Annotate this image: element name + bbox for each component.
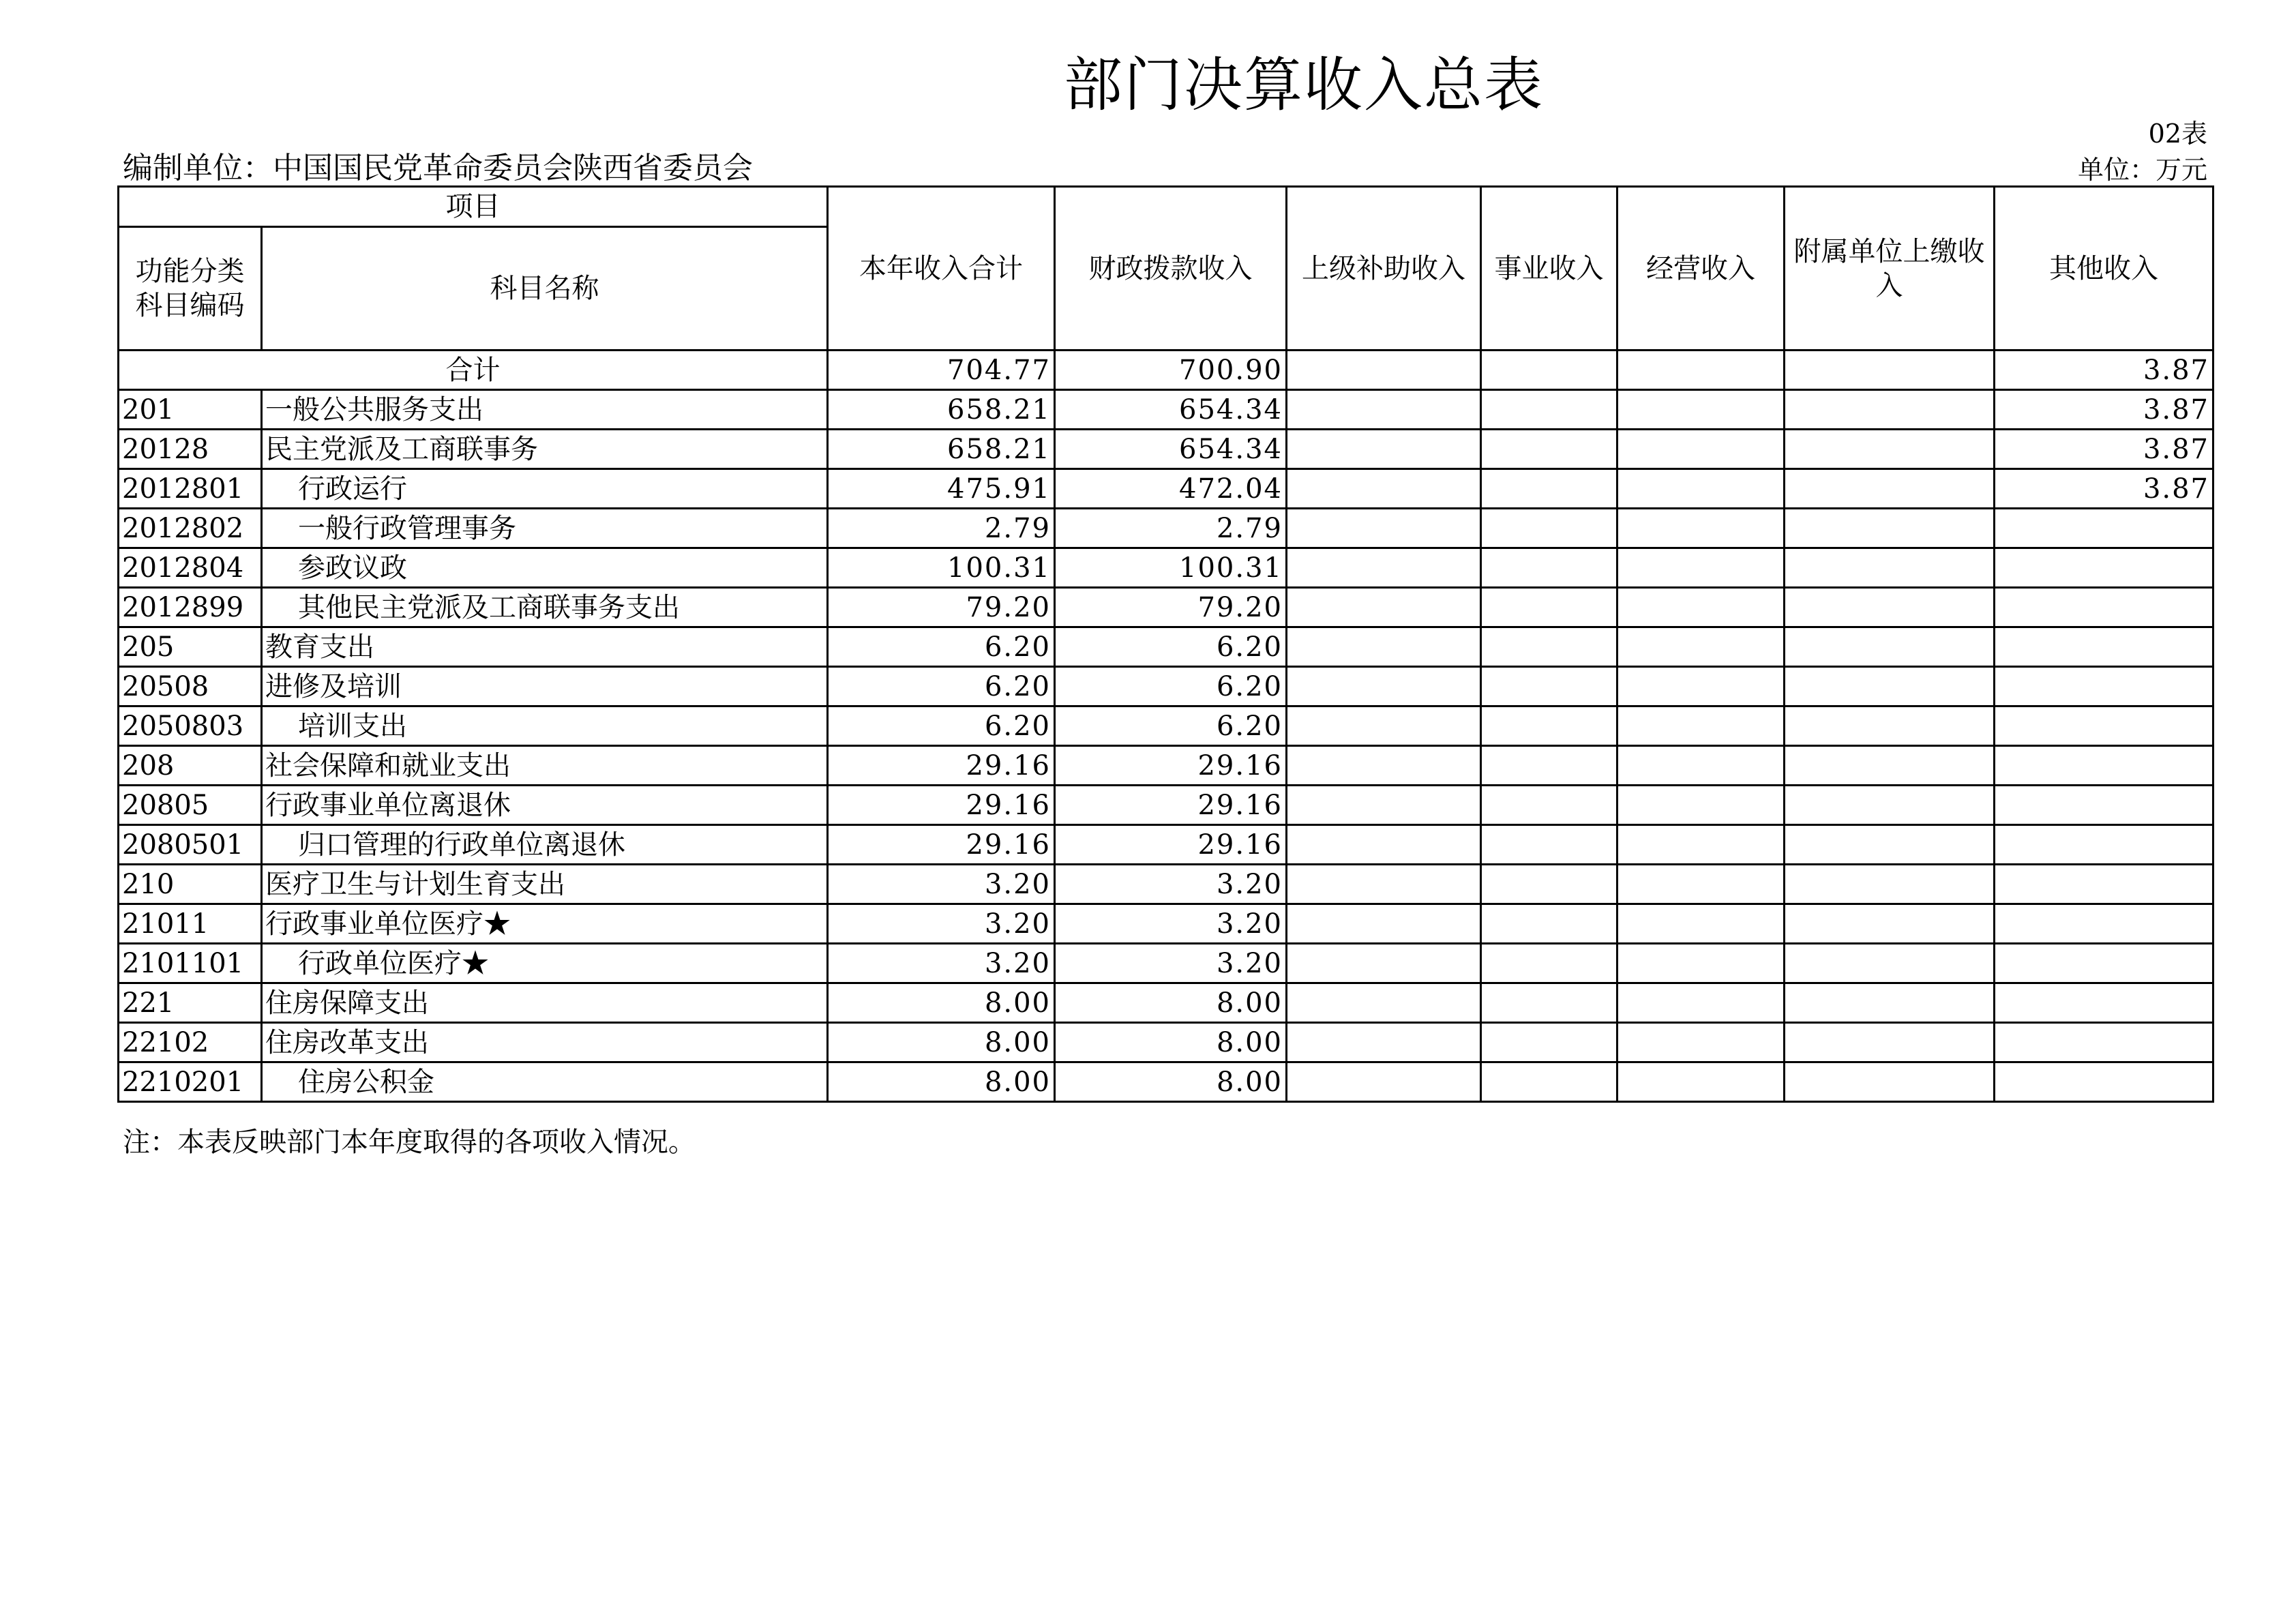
row-cell-other	[1995, 667, 2213, 706]
row-cell-total: 2.79	[828, 509, 1055, 548]
row-cell-total: 6.20	[828, 706, 1055, 746]
row-cell-superior	[1287, 627, 1481, 667]
row-cell-fiscal: 29.16	[1055, 786, 1287, 825]
row-cell-fiscal: 472.04	[1055, 469, 1287, 509]
row-cell-other	[1995, 786, 2213, 825]
row-cell-business	[1481, 786, 1617, 825]
row-name: 培训支出	[262, 706, 828, 746]
row-cell-affiliated	[1785, 1023, 1995, 1062]
row-cell-fiscal: 3.20	[1055, 865, 1287, 904]
table-row	[119, 786, 2213, 825]
row-cell-fiscal: 3.20	[1055, 904, 1287, 944]
row-cell-business	[1481, 865, 1617, 904]
row-cell-fiscal: 29.16	[1055, 746, 1287, 786]
header-code: 功能分类科目编码	[119, 227, 262, 351]
total-cell-superior	[1287, 351, 1481, 390]
row-cell-affiliated	[1785, 786, 1995, 825]
header-total-income: 本年收入合计	[828, 187, 1055, 351]
table-row	[119, 1023, 2213, 1062]
table-row	[119, 983, 2213, 1023]
row-cell-business	[1481, 430, 1617, 469]
table-row	[119, 627, 2213, 667]
row-cell-fiscal: 100.31	[1055, 548, 1287, 588]
table-row	[119, 548, 2213, 588]
row-code: 2101101	[119, 944, 262, 983]
total-cell-affiliated	[1785, 351, 1995, 390]
total-cell-fiscal: 700.90	[1055, 351, 1287, 390]
row-cell-business	[1481, 746, 1617, 786]
row-cell-total: 79.20	[828, 588, 1055, 627]
header-operating-income: 经营收入	[1617, 187, 1785, 351]
row-name: 行政运行	[262, 469, 828, 509]
row-name: 其他民主党派及工商联事务支出	[262, 588, 828, 627]
row-cell-other: 3.87	[1995, 430, 2213, 469]
row-cell-business	[1481, 1062, 1617, 1102]
row-cell-total: 6.20	[828, 627, 1055, 667]
total-label: 合计	[119, 351, 828, 390]
row-cell-other	[1995, 983, 2213, 1023]
row-cell-superior	[1287, 430, 1481, 469]
row-cell-superior	[1287, 509, 1481, 548]
table-number: 02表	[2148, 119, 2207, 149]
row-cell-operating	[1617, 667, 1785, 706]
row-cell-other	[1995, 904, 2213, 944]
row-cell-other	[1995, 1023, 2213, 1062]
row-cell-operating	[1617, 983, 1785, 1023]
row-code: 2012899	[119, 588, 262, 627]
row-cell-operating	[1617, 469, 1785, 509]
total-row	[119, 351, 2213, 390]
row-cell-other	[1995, 825, 2213, 865]
row-cell-other	[1995, 509, 2213, 548]
header-fiscal-income: 财政拨款收入	[1055, 187, 1287, 351]
row-name: 住房改革支出	[262, 1023, 828, 1062]
row-cell-business	[1481, 469, 1617, 509]
row-name: 教育支出	[262, 627, 828, 667]
row-cell-total: 100.31	[828, 548, 1055, 588]
header-affiliated-income: 附属单位上缴收入	[1785, 187, 1995, 351]
row-name: 进修及培训	[262, 667, 828, 706]
row-cell-superior	[1287, 904, 1481, 944]
row-cell-operating	[1617, 786, 1785, 825]
row-cell-affiliated	[1785, 746, 1995, 786]
header-other-income: 其他收入	[1995, 187, 2213, 351]
table-row	[119, 904, 2213, 944]
row-name: 民主党派及工商联事务	[262, 430, 828, 469]
row-cell-operating	[1617, 588, 1785, 627]
row-cell-superior	[1287, 786, 1481, 825]
row-name: 行政单位医疗★	[262, 944, 828, 983]
row-cell-fiscal: 6.20	[1055, 667, 1287, 706]
row-code: 2210201	[119, 1062, 262, 1102]
row-cell-superior	[1287, 469, 1481, 509]
row-code: 2012804	[119, 548, 262, 588]
row-code: 2012801	[119, 469, 262, 509]
row-cell-fiscal: 3.20	[1055, 944, 1287, 983]
row-cell-fiscal: 29.16	[1055, 825, 1287, 865]
row-cell-operating	[1617, 825, 1785, 865]
row-name: 一般公共服务支出	[262, 390, 828, 430]
row-code: 21011	[119, 904, 262, 944]
row-code: 20128	[119, 430, 262, 469]
row-code: 205	[119, 627, 262, 667]
row-cell-fiscal: 6.20	[1055, 627, 1287, 667]
table-row	[119, 1062, 2213, 1102]
header-superior-subsidy: 上级补助收入	[1287, 187, 1481, 351]
table-row	[119, 746, 2213, 786]
table-row	[119, 588, 2213, 627]
row-cell-other	[1995, 548, 2213, 588]
row-cell-operating	[1617, 944, 1785, 983]
row-cell-affiliated	[1785, 509, 1995, 548]
row-code: 208	[119, 746, 262, 786]
row-cell-superior	[1287, 865, 1481, 904]
row-cell-superior	[1287, 944, 1481, 983]
row-cell-fiscal: 8.00	[1055, 1023, 1287, 1062]
row-name: 行政事业单位医疗★	[262, 904, 828, 944]
row-cell-affiliated	[1785, 588, 1995, 627]
row-cell-total: 475.91	[828, 469, 1055, 509]
row-cell-business	[1481, 904, 1617, 944]
row-cell-operating	[1617, 627, 1785, 667]
row-cell-total: 29.16	[828, 746, 1055, 786]
page-title: 部门决算收入总表	[1064, 51, 1544, 119]
table-row	[119, 944, 2213, 983]
row-cell-other	[1995, 627, 2213, 667]
table-row	[119, 706, 2213, 746]
row-cell-other	[1995, 865, 2213, 904]
row-name: 医疗卫生与计划生育支出	[262, 865, 828, 904]
row-cell-affiliated	[1785, 706, 1995, 746]
row-cell-superior	[1287, 667, 1481, 706]
row-name: 行政事业单位离退休	[262, 786, 828, 825]
row-cell-affiliated	[1785, 825, 1995, 865]
row-cell-operating	[1617, 430, 1785, 469]
total-cell-operating	[1617, 351, 1785, 390]
row-cell-affiliated	[1785, 667, 1995, 706]
row-code: 2050803	[119, 706, 262, 746]
row-cell-fiscal: 654.34	[1055, 430, 1287, 469]
compiling-unit: 编制单位：中国国民党革命委员会陕西省委员会	[123, 151, 753, 185]
row-cell-superior	[1287, 1023, 1481, 1062]
row-cell-superior	[1287, 706, 1481, 746]
row-cell-superior	[1287, 588, 1481, 627]
row-cell-superior	[1287, 983, 1481, 1023]
row-name: 社会保障和就业支出	[262, 746, 828, 786]
row-cell-other	[1995, 944, 2213, 983]
row-name: 一般行政管理事务	[262, 509, 828, 548]
table-row	[119, 667, 2213, 706]
row-cell-total: 6.20	[828, 667, 1055, 706]
row-cell-total: 3.20	[828, 865, 1055, 904]
row-code: 2012802	[119, 509, 262, 548]
row-cell-other	[1995, 1062, 2213, 1102]
row-cell-business	[1481, 588, 1617, 627]
row-cell-affiliated	[1785, 865, 1995, 904]
row-cell-total: 29.16	[828, 825, 1055, 865]
header-project: 项目	[119, 187, 828, 227]
row-cell-superior	[1287, 746, 1481, 786]
row-cell-operating	[1617, 746, 1785, 786]
table-row	[119, 825, 2213, 865]
row-cell-operating	[1617, 865, 1785, 904]
row-cell-business	[1481, 944, 1617, 983]
row-cell-superior	[1287, 390, 1481, 430]
row-cell-superior	[1287, 825, 1481, 865]
row-cell-other	[1995, 588, 2213, 627]
row-cell-business	[1481, 825, 1617, 865]
table-row	[119, 390, 2213, 430]
row-cell-business	[1481, 627, 1617, 667]
income-summary-table	[117, 185, 2214, 1103]
row-cell-superior	[1287, 548, 1481, 588]
row-code: 20508	[119, 667, 262, 706]
table-note: 注：本表反映部门本年度取得的各项收入情况。	[123, 1127, 696, 1158]
row-cell-operating	[1617, 390, 1785, 430]
row-code: 2080501	[119, 825, 262, 865]
row-cell-fiscal: 8.00	[1055, 983, 1287, 1023]
row-cell-affiliated	[1785, 1062, 1995, 1102]
row-cell-total: 658.21	[828, 390, 1055, 430]
row-name: 住房保障支出	[262, 983, 828, 1023]
row-cell-other: 3.87	[1995, 390, 2213, 430]
total-cell-other: 3.87	[1995, 351, 2213, 390]
header-name: 科目名称	[262, 227, 828, 351]
row-cell-fiscal: 6.20	[1055, 706, 1287, 746]
row-code: 210	[119, 865, 262, 904]
table-row	[119, 469, 2213, 509]
row-cell-business	[1481, 706, 1617, 746]
row-cell-affiliated	[1785, 904, 1995, 944]
row-cell-affiliated	[1785, 983, 1995, 1023]
row-cell-business	[1481, 1023, 1617, 1062]
row-cell-affiliated	[1785, 469, 1995, 509]
row-cell-affiliated	[1785, 944, 1995, 983]
row-name: 住房公积金	[262, 1062, 828, 1102]
row-cell-other	[1995, 706, 2213, 746]
total-cell-business	[1481, 351, 1617, 390]
row-cell-operating	[1617, 904, 1785, 944]
row-cell-total: 8.00	[828, 1062, 1055, 1102]
row-cell-other: 3.87	[1995, 469, 2213, 509]
row-cell-operating	[1617, 1062, 1785, 1102]
currency-unit: 单位：万元	[2077, 155, 2207, 185]
row-cell-affiliated	[1785, 390, 1995, 430]
row-cell-total: 3.20	[828, 904, 1055, 944]
row-name: 参政议政	[262, 548, 828, 588]
row-cell-affiliated	[1785, 627, 1995, 667]
row-cell-operating	[1617, 548, 1785, 588]
row-cell-business	[1481, 509, 1617, 548]
table-row	[119, 430, 2213, 469]
row-cell-affiliated	[1785, 548, 1995, 588]
row-cell-business	[1481, 390, 1617, 430]
total-cell-total: 704.77	[828, 351, 1055, 390]
row-cell-operating	[1617, 706, 1785, 746]
header-business-income: 事业收入	[1481, 187, 1617, 351]
row-cell-business	[1481, 667, 1617, 706]
row-cell-total: 3.20	[828, 944, 1055, 983]
row-cell-total: 8.00	[828, 1023, 1055, 1062]
row-cell-superior	[1287, 1062, 1481, 1102]
row-cell-total: 8.00	[828, 983, 1055, 1023]
row-cell-affiliated	[1785, 430, 1995, 469]
row-cell-fiscal: 2.79	[1055, 509, 1287, 548]
row-name: 归口管理的行政单位离退休	[262, 825, 828, 865]
row-code: 20805	[119, 786, 262, 825]
row-cell-total: 658.21	[828, 430, 1055, 469]
row-code: 221	[119, 983, 262, 1023]
table-row	[119, 509, 2213, 548]
row-cell-total: 29.16	[828, 786, 1055, 825]
row-cell-operating	[1617, 1023, 1785, 1062]
row-cell-business	[1481, 548, 1617, 588]
row-cell-fiscal: 79.20	[1055, 588, 1287, 627]
row-cell-business	[1481, 983, 1617, 1023]
row-code: 22102	[119, 1023, 262, 1062]
row-cell-fiscal: 8.00	[1055, 1062, 1287, 1102]
row-code: 201	[119, 390, 262, 430]
row-cell-other	[1995, 746, 2213, 786]
row-cell-fiscal: 654.34	[1055, 390, 1287, 430]
row-cell-operating	[1617, 509, 1785, 548]
table-row	[119, 865, 2213, 904]
